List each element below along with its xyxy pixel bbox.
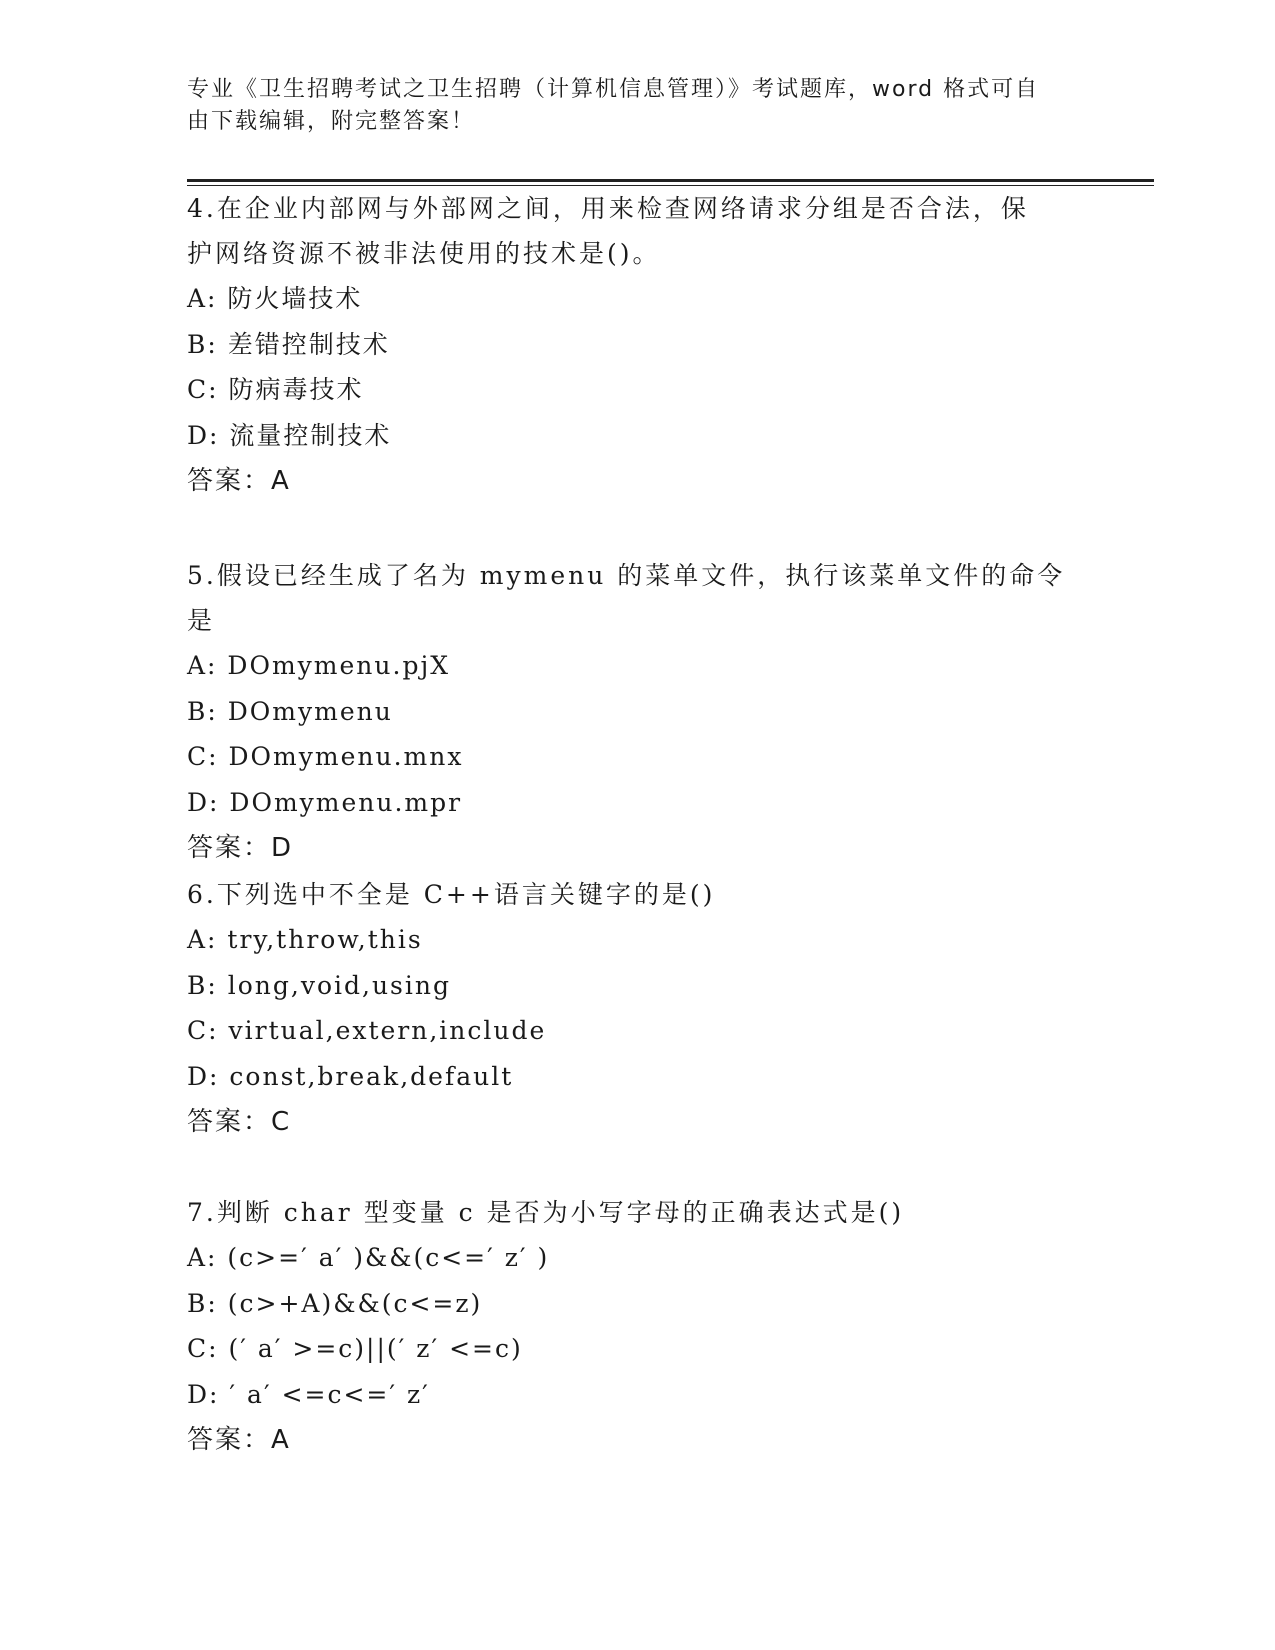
header-line-1: 专业《卫生招聘考试之卫生招聘（计算机信息管理）》考试题库，word 格式可自 bbox=[187, 77, 1040, 102]
option-a: A: 防火墙技术 bbox=[187, 284, 363, 313]
answer: 答案：A bbox=[187, 1425, 291, 1455]
option-a: A: try,throw,this bbox=[187, 925, 423, 954]
option-c: C: (′ a′ >=c)||(′ z′ <=c) bbox=[187, 1334, 523, 1363]
question-stem: 4.在企业内部网与外部网之间，用来检查网络请求分组是否合法，保 bbox=[187, 194, 1029, 223]
option-c: C: virtual,extern,include bbox=[187, 1016, 547, 1045]
question-stem: 7.判断 char 型变量 c 是否为小写字母的正确表达式是() bbox=[187, 1198, 905, 1227]
option-a: A: DOmymenu.pjX bbox=[187, 651, 450, 680]
header-divider-thick bbox=[187, 179, 1154, 182]
answer: 答案：A bbox=[187, 466, 291, 496]
question-stem: 5.假设已经生成了名为 mymenu 的菜单文件，执行该菜单文件的命令是 bbox=[187, 561, 1066, 635]
question-7 bbox=[187, 1190, 1087, 1463]
question-6 bbox=[187, 872, 1087, 1145]
option-d: D: const,break,default bbox=[187, 1061, 514, 1091]
option-d: D: 流量控制技术 bbox=[187, 420, 392, 450]
header-line-2: 由下载编辑，附完整答案！ bbox=[187, 109, 476, 134]
answer: 答案：C bbox=[187, 1107, 292, 1137]
option-b: B: 差错控制技术 bbox=[187, 329, 390, 359]
question-stem: 6.下列选中不全是 C++语言关键字的是() bbox=[187, 880, 716, 909]
question-4 bbox=[187, 186, 1087, 504]
option-b: B: DOmymenu bbox=[187, 696, 393, 726]
answer: 答案：D bbox=[187, 833, 294, 863]
option-d: D: ′ a′ <=c<=′ z′ bbox=[187, 1379, 430, 1409]
option-a: A: (c>=′ a′ )&&(c<=′ z′ ) bbox=[187, 1243, 550, 1272]
option-b: B: (c>+A)&&(c<=z) bbox=[187, 1288, 483, 1318]
question-stem-continued: 护网络资源不被非法使用的技术是()。 bbox=[187, 239, 661, 268]
option-c: C: 防病毒技术 bbox=[187, 375, 364, 404]
option-c: C: DOmymenu.mnx bbox=[187, 742, 464, 771]
option-d: D: DOmymenu.mpr bbox=[187, 787, 463, 817]
option-b: B: long,void,using bbox=[187, 970, 451, 1000]
question-5 bbox=[187, 553, 1087, 871]
document-header bbox=[187, 74, 1067, 138]
